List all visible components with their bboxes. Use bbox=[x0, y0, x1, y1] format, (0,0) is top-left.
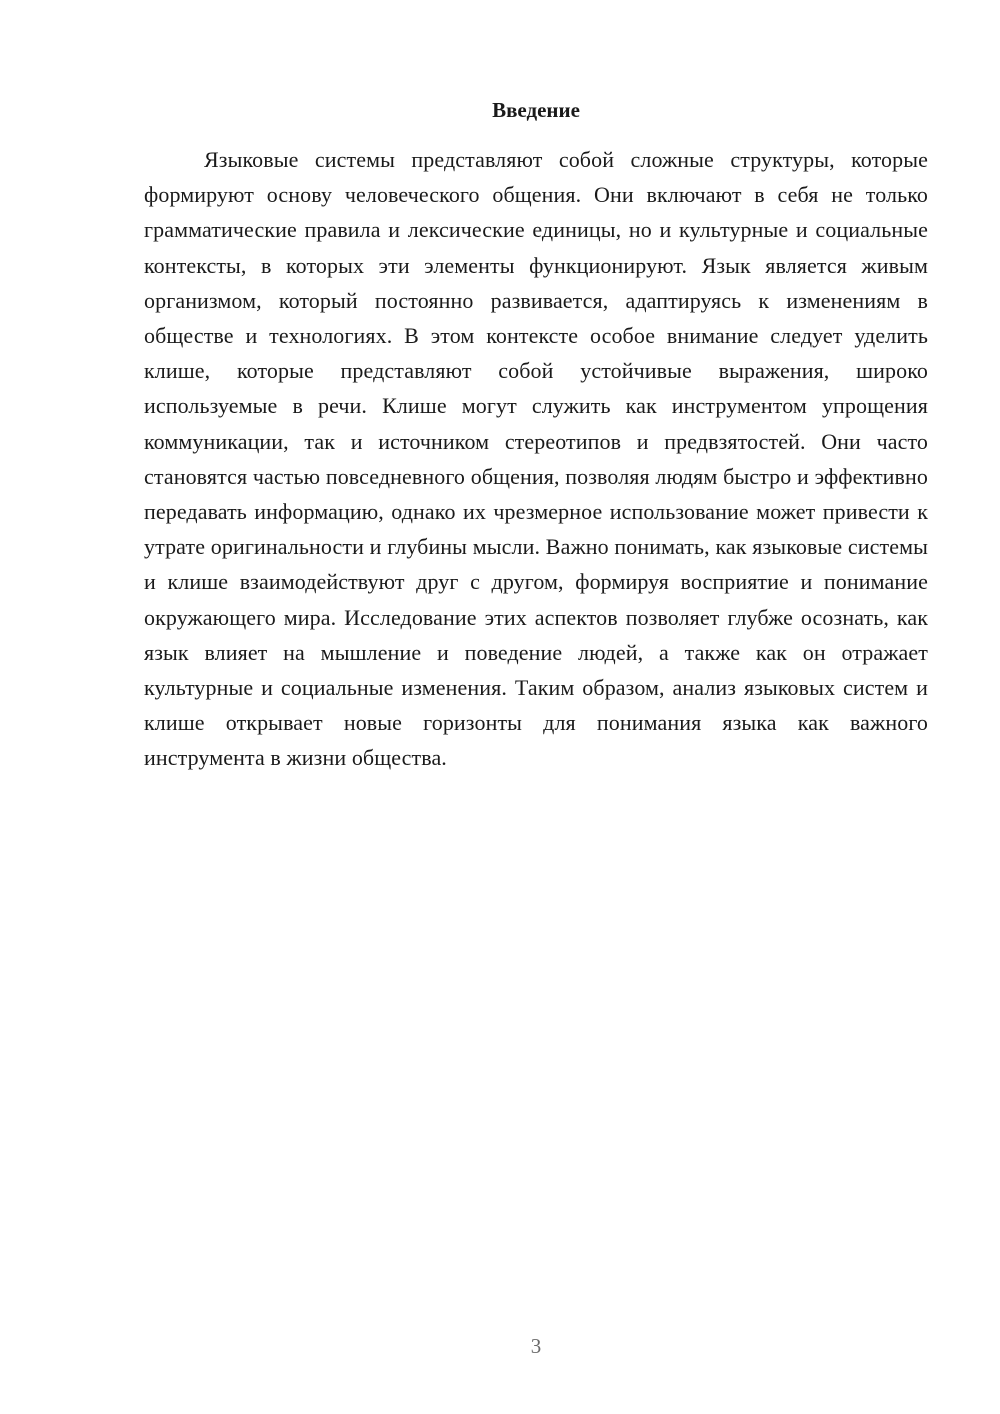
page-number: 3 bbox=[530, 1334, 542, 1358]
section-heading: Введение bbox=[492, 98, 580, 122]
body-paragraph: Языковые системы представляют собой сложные структуры, которые формируют основу человеческого общения. Они включают в себя не только грамматические правила и лексические единицы, но и культурные и социальные контексты, в которых эти элементы функционируют. Язык является живым организмом, который постоянно развивается, адаптируясь к изменениям в обществе и технологиях. В этом контексте особое внимание следует уделить клише, которые представляют собой устойчивые выражения, широко используемые в речи. Клише могут служить как инструментом упрощения коммуникации, так и источником стереотипов и предвзятостей. Они часто становятся частью повседневного общения, позволяя людям быстро и эффективно передавать информацию, однако их чрезмерное использование может привести к утрате оригинальности и глубины мысли. Важно понимать, как языковые системы и клише взаимодействуют друг с другом, формируя восприятие и понимание окружающего мира. Исследование этих аспектов позволяет глубже осознать, как язык влияет на мышление и поведение людей, а также как он отражает культурные и социальные изменения. Таким образом, анализ языковых систем и клише открывает новые горизонты для понимания языка как важного инструмента в жизни общества. bbox=[144, 147, 928, 771]
